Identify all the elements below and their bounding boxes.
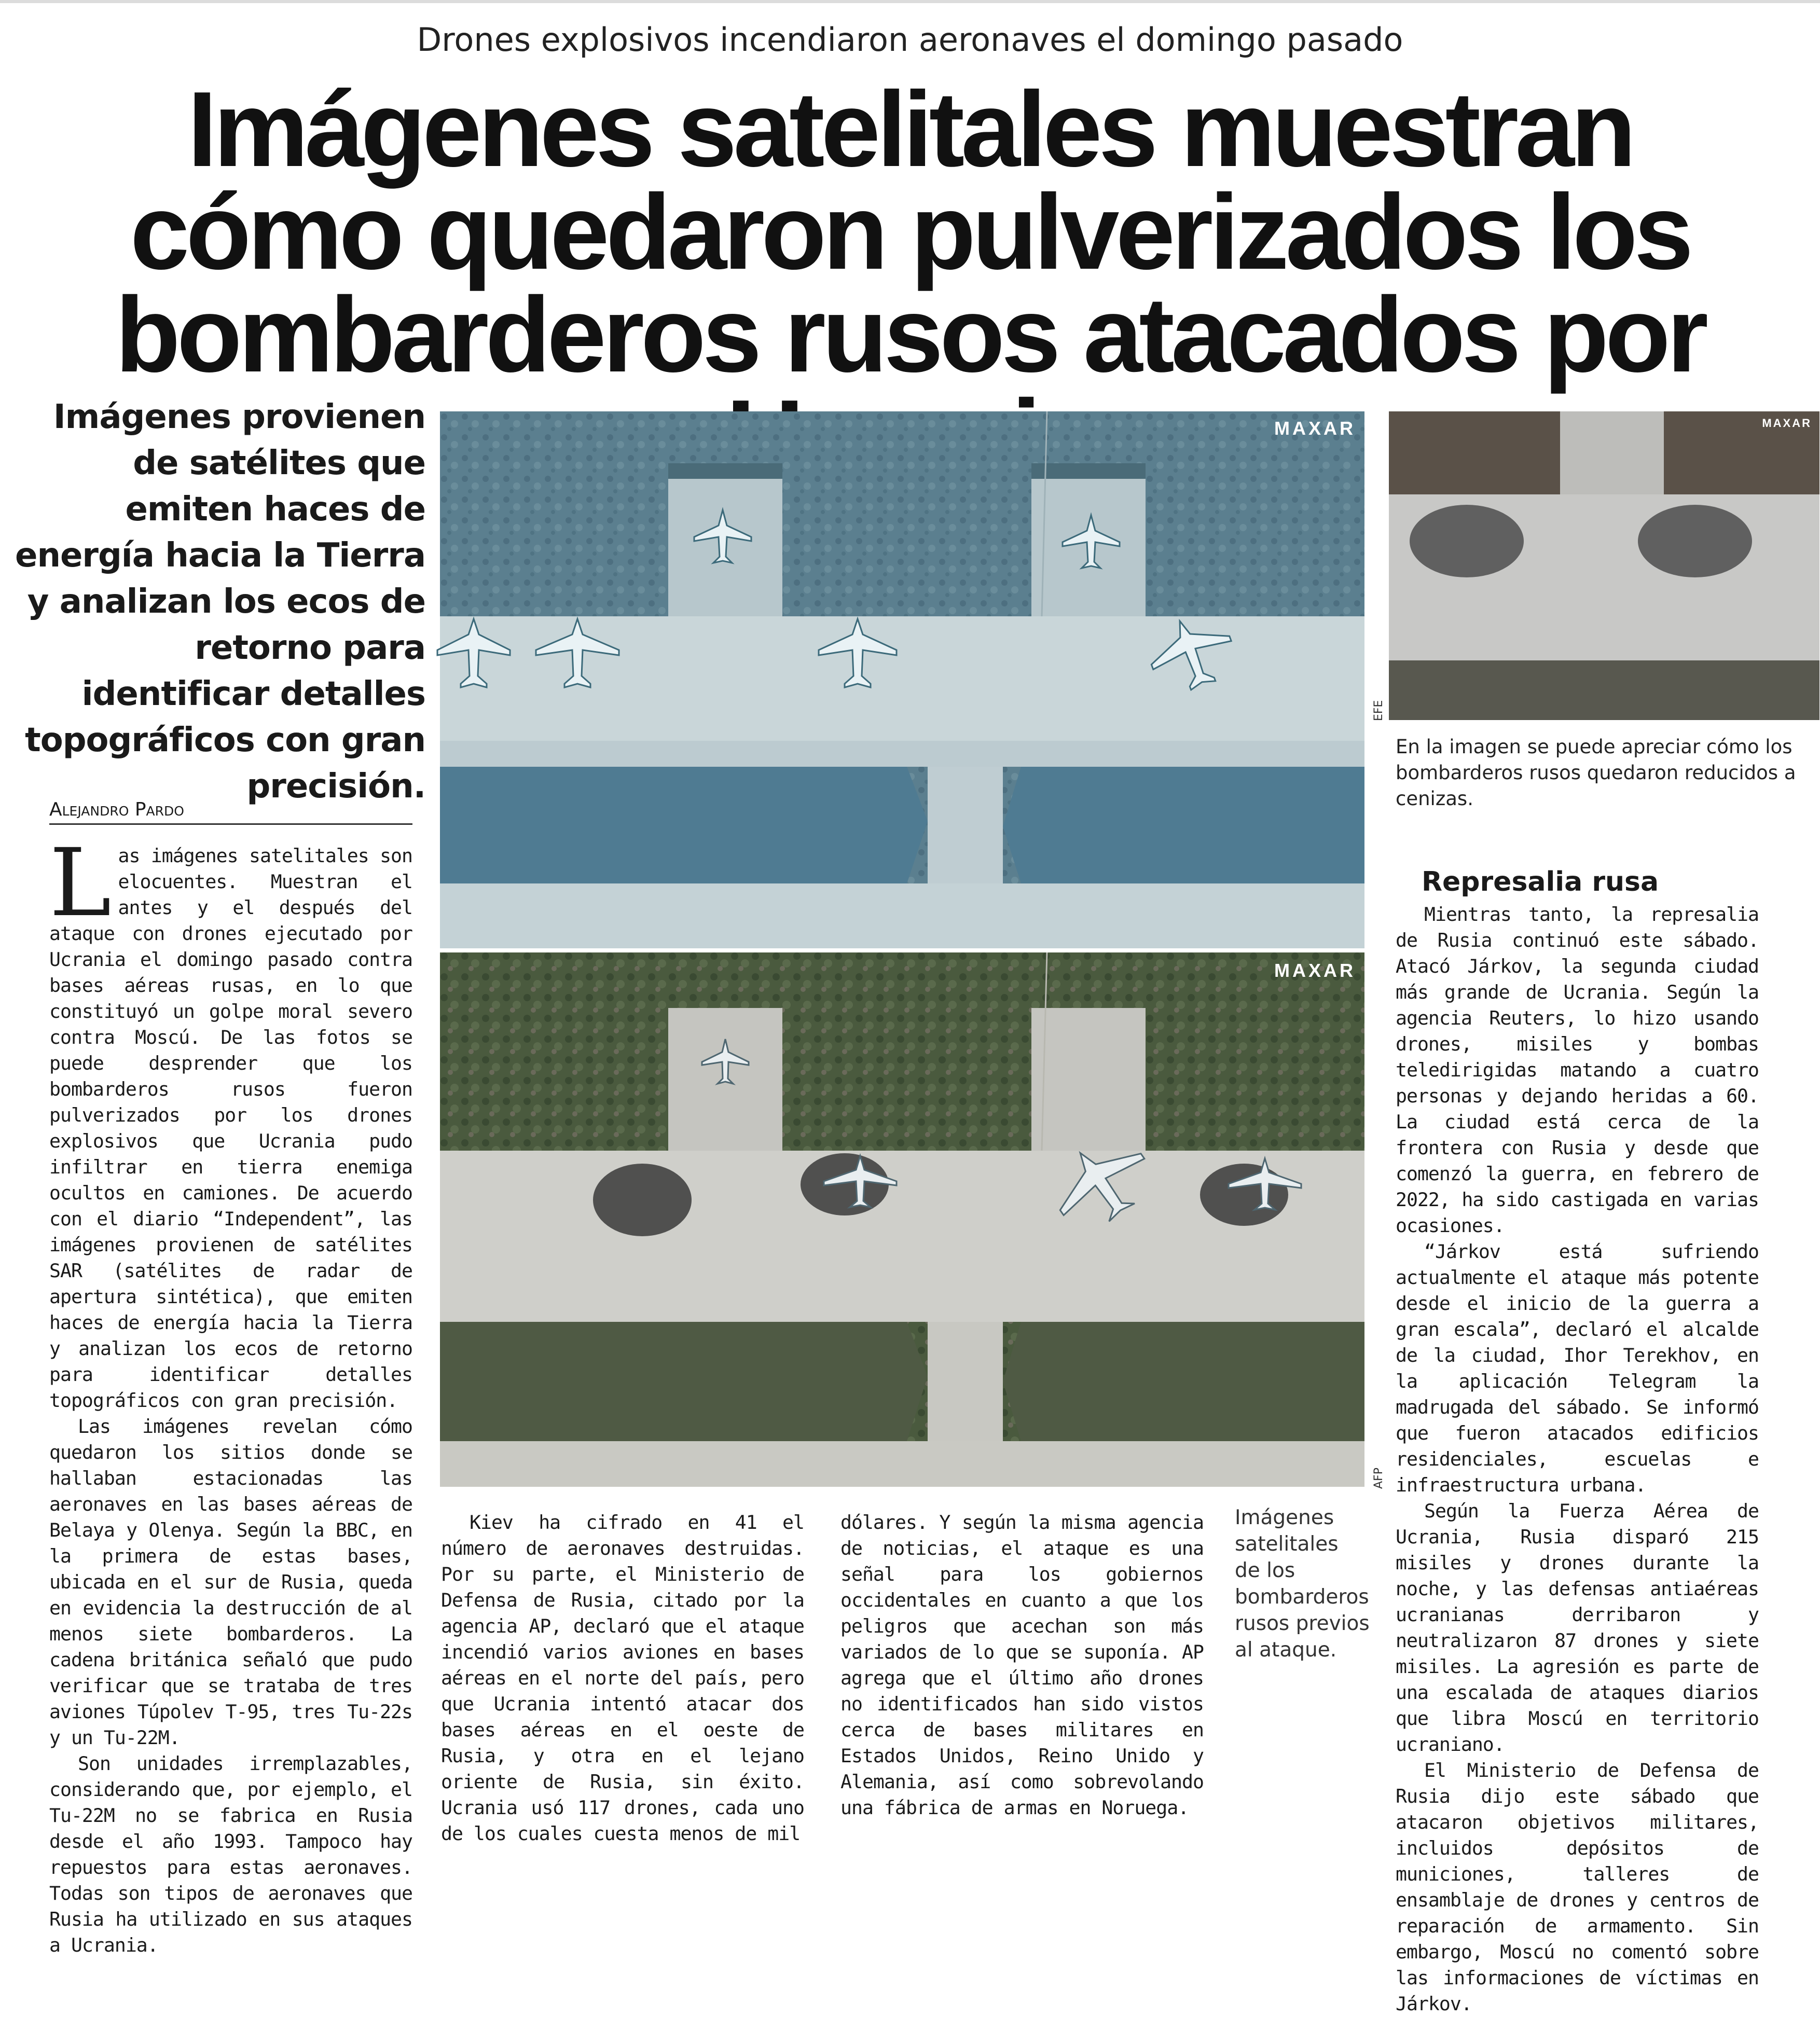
body-paragraph: Kiev ha cifrado en 41 el número de aeronaves destruidas. Por su parte, el Ministerio de Defensa de Rusia, citado por la agencia AP, declaró que el ataque incendió varios aviones en bases aéreas en el norte del país, pero que Ucrania intentó atacar dos bases aéreas en el oeste de Rusia, y otra en el lejano oriente de Rusia, sin éxito. Ucrania usó 117 drones, cada uno de los cuales cuesta menos de mil xyxy=(441,1511,804,1845)
maxar-watermark-side: MAXAR xyxy=(1762,417,1812,430)
drop-cap: L xyxy=(49,829,111,937)
body-column-3 xyxy=(840,1510,1204,1821)
body-column-2 xyxy=(441,1510,804,1847)
body-paragraph: El Ministerio de Defensa de Rusia dijo este sábado que atacaron objetivos militares, incluidos depósitos de municiones, talleres de ensamblaje de drones y centros de reparación de armamento. Sin embargo, Moscú no comentó sobre las informaciones de víctimas en Járkov. xyxy=(1396,1759,1759,2015)
side-image xyxy=(1389,411,1819,720)
maxar-watermark-bottom: MAXAR xyxy=(1274,960,1356,981)
body-paragraph: Mientras tanto, la represalia de Rusia continuó este sábado. Atacó Járkov, la segunda ciudad más grande de Ucrania. Según la agencia Reuters, lo hizo usando drones, misiles y bombas teledirigidas matando a cuatro personas y dejando heridas a 60. La ciudad está cerca de la frontera con Rusia y desde que comenzó la guerra, en febrero de 2022, ha sido castigada en varias ocasiones. xyxy=(1396,903,1759,1237)
byline: Alejandro Pardo xyxy=(49,799,412,825)
photo-credit-afp: AFP xyxy=(1372,1468,1385,1489)
side-photo-caption: En la imagen se puede apreciar cómo los bombarderos rusos quedaron reducidos a cenizas. xyxy=(1396,736,1796,810)
satellite-image xyxy=(440,411,1364,1487)
main-satellite-photo xyxy=(440,411,1364,1487)
subhead: Represalia rusa xyxy=(1422,866,1659,897)
main-photo-caption: Imágenes satelitales de los bombarderos rusos previos al ataque. xyxy=(1235,1506,1370,1662)
body-column-4 xyxy=(1396,865,1759,2017)
body-paragraph: “Járkov está sufriendo actualmente el ataque más potente desde el inicio de la guerra a gran escala”, declaró el alcalde de la ciudad, Ihor Terekhov, en la aplicación Telegram la madrugada del sábado. Se informó que fueron atacados edificios residenciales, escuelas e infraestructura urbana. xyxy=(1396,1240,1759,1496)
body-paragraph: dólares. Y según la misma agencia de noticias, el ataque es una señal para los gobiernos occidentales en cuanto a que los peligros que acechan son más variados de lo que se suponía. AP agrega que el último año drones no identificados han sido vistos cerca de bases militares en Estados Unidos, Reino Unido y Alemania, así como sobrevolando una fábrica de armas en Noruega. xyxy=(840,1511,1204,1819)
headline: Imágenes satelitales muestran cómo quedaron pulverizados los bombarderos rusos atacados por xyxy=(115,70,1705,394)
body-paragraph: Son unidades irremplazables, considerando que, por ejemplo, el Tu-22M no se fabrica en Rusia desde el año 1993. Tampoco hay repuestos para estas aeronaves. Todas son tipos de aeronaves que Rusia ha utilizado en sus ataques a Ucrania. xyxy=(49,1752,412,1956)
body-paragraph: Las imágenes revelan cómo quedaron los sitios donde se hallaban estacionadas las aeronaves en las bases aéreas de Belaya y Olenya. Según la BBC, en la primera de estas bases, ubicada en el sur de Rusia, queda en evidencia la destrucción de al menos siete bombarderos. La cadena británica señaló que pudo verificar que se trataba de tres aviones Túpolev T-95, tres Tu-22s y un Tu-22M. xyxy=(49,1415,412,1749)
maxar-watermark-top: MAXAR xyxy=(1274,418,1356,439)
body-paragraph: Las imágenes satelitales son elocuentes. Muestran el antes y el después del ataque con drones ejecutado por Ucrania el domingo pasado contra bases aéreas rusas, en lo que constituyó un golpe moral severo contra Moscú. De las fotos se puede desprender que los bombarderos rusos fueron pulverizados por los drones explosivos que Ucrania pudo infiltrar en tierra enemiga ocultos en camiones. De acuerdo con el diario “Independent”, las imágenes provienen de satélites SAR (satélites de radar de apertura sintética), que emiten haces de energía hacia la Tierra y analizan los ecos de retorno para identificar detalles topográficos con gran precisión. xyxy=(49,829,412,1412)
deck: Imágenes provienen de satélites que emiten haces de energía hacia la Tierra y analizan los ecos de retorno para identificar detalles topográficos con gran precisión. xyxy=(15,398,425,806)
photo-credit-efe: EFE xyxy=(1372,700,1385,721)
kicker: Drones explosivos incendiaron aeronaves el domingo pasado xyxy=(417,21,1403,59)
body-column-1 xyxy=(49,829,412,1958)
body-paragraph: Según la Fuerza Aérea de Ucrania, Rusia disparó 215 misiles y drones durante la noche, y las defensas antiaéreas ucranianas derribaron y neutralizaron 87 drones y siete misiles. La agresión es parte de una escalada de ataques diarios que libra Moscú en territorio ucraniano. xyxy=(1396,1500,1759,1756)
top-rule xyxy=(0,0,1820,3)
side-satellite-photo xyxy=(1389,411,1819,720)
